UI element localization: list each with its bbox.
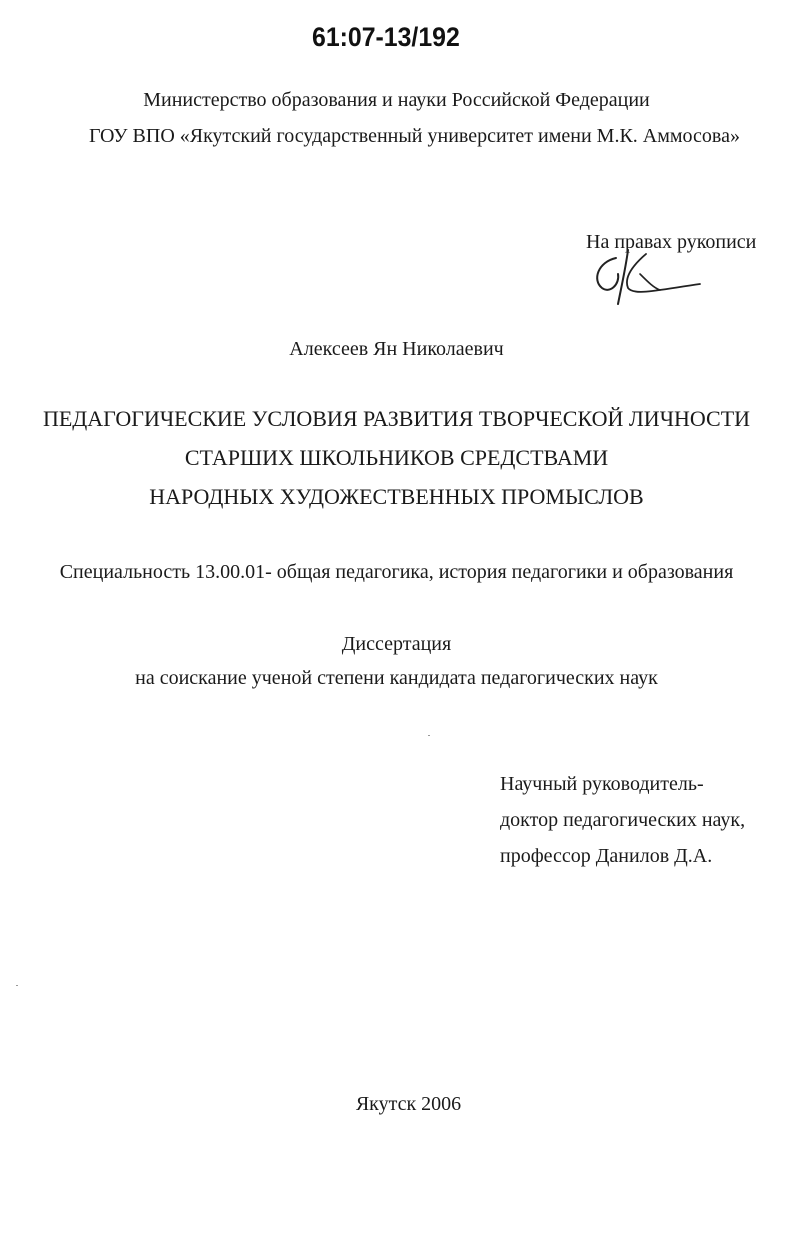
title-line-2: СТАРШИХ ШКОЛЬНИКОВ СРЕДСТВАМИ (184, 445, 609, 470)
university-line: ГОУ ВПО «Якутский государственный университет имени М.К. Аммосова» (88, 125, 740, 147)
title-line-1: ПЕДАГОГИЧЕСКИЕ УСЛОВИЯ РАЗВИТИЯ ТВОРЧЕСКОЙ ЛИЧНОСТИ (42, 406, 751, 431)
manuscript-note: На правах рукописи (586, 231, 757, 253)
scan-speck-left (16, 985, 18, 986)
place-year: Якутск 2006 (355, 1093, 462, 1115)
supervisor-name: профессор Данилов Д.А. (500, 845, 713, 867)
supervisor-degree: доктор педагогических наук, (500, 809, 746, 831)
supervisor-role: Научный руководитель- (500, 773, 704, 795)
archive-code-stamp: 61:07-13/192 (312, 22, 460, 52)
handwritten-signature (588, 244, 708, 308)
dissertation-label: Диссертация (341, 633, 452, 655)
specialty-line: Специальность 13.00.01- общая педагогика, история педагогики и образования (59, 561, 734, 583)
scan-speck (428, 735, 430, 736)
title-line-3: НАРОДНЫХ ХУДОЖЕСТВЕННЫХ ПРОМЫСЛОВ (149, 484, 644, 509)
degree-line: на соискание ученой степени кандидата педагогических наук (135, 667, 658, 689)
ministry-line: Министерство образования и науки Российской Федерации (143, 89, 650, 111)
author-name: Алексеев Ян Николаевич (289, 338, 504, 360)
